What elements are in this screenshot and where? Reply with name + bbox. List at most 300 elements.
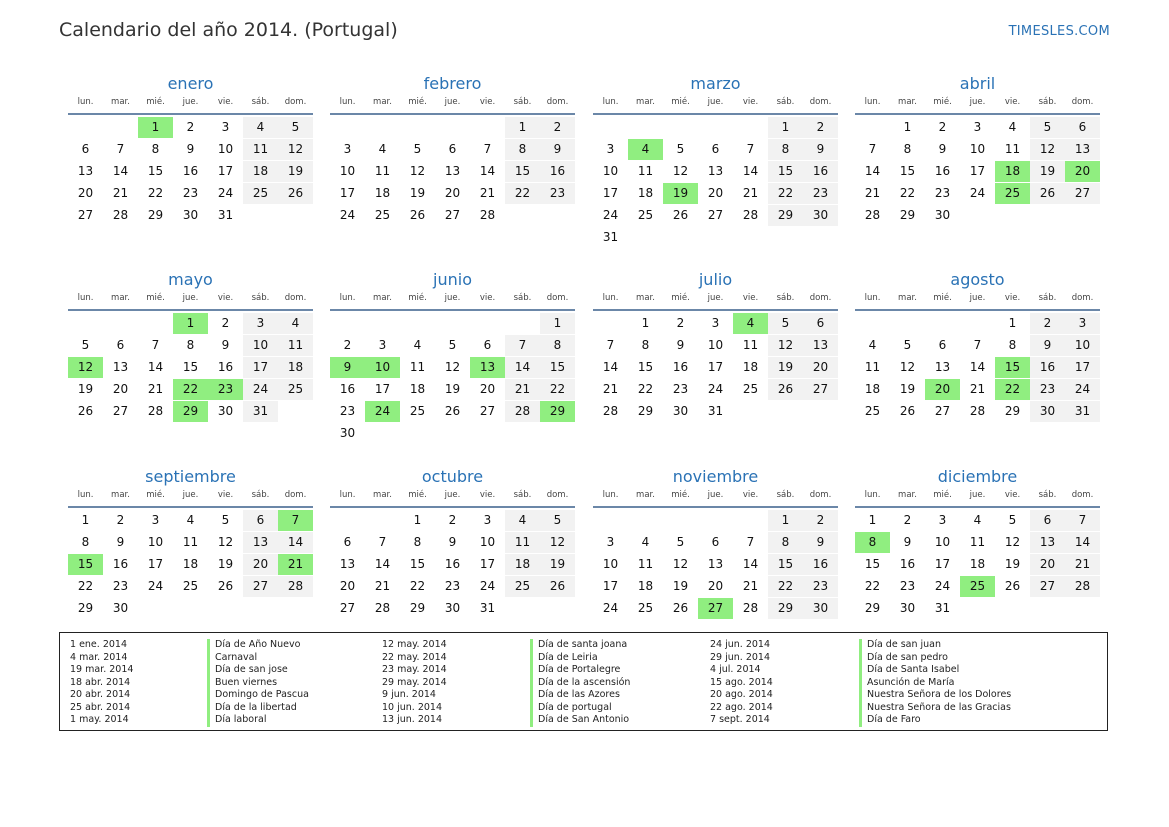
day-cell[interactable]: 26 — [409, 208, 426, 222]
day-cell[interactable]: 8 — [1008, 338, 1017, 352]
day-cell[interactable]: 17 — [602, 186, 619, 200]
day-cell[interactable]: 14 — [864, 164, 881, 178]
holiday-day-cell[interactable]: 24 — [365, 401, 400, 422]
holiday-day-cell[interactable]: 1 — [138, 117, 173, 138]
day-cell[interactable]: 10 — [602, 557, 619, 571]
day-cell[interactable]: 28 — [1065, 576, 1100, 597]
day-cell[interactable]: 3 — [221, 120, 230, 134]
holiday-day-cell[interactable]: 20 — [1065, 161, 1100, 182]
day-cell[interactable]: 6 — [803, 313, 838, 334]
day-cell[interactable]: 5 — [676, 535, 685, 549]
day-cell[interactable]: 4 — [378, 142, 387, 156]
day-cell[interactable]: 22 — [147, 186, 164, 200]
day-cell[interactable]: 3 — [606, 535, 615, 549]
day-cell[interactable]: 21 — [147, 382, 164, 396]
day-cell[interactable]: 27 — [1065, 183, 1100, 204]
day-cell[interactable]: 9 — [186, 142, 195, 156]
day-cell[interactable]: 12 — [1030, 139, 1065, 160]
day-cell[interactable]: 7 — [868, 142, 877, 156]
day-cell[interactable]: 30 — [112, 601, 129, 615]
day-cell[interactable]: 16 — [1030, 357, 1065, 378]
day-cell[interactable]: 18 — [969, 557, 986, 571]
day-cell[interactable]: 24 — [934, 579, 951, 593]
day-cell[interactable]: 10 — [243, 335, 278, 356]
day-cell[interactable]: 3 — [973, 120, 982, 134]
day-cell[interactable]: 2 — [116, 513, 125, 527]
day-cell[interactable]: 30 — [182, 208, 199, 222]
day-cell[interactable]: 7 — [378, 535, 387, 549]
day-cell[interactable]: 11 — [742, 338, 759, 352]
day-cell[interactable]: 29 — [147, 208, 164, 222]
day-cell[interactable]: 20 — [707, 579, 724, 593]
day-cell[interactable]: 19 — [672, 579, 689, 593]
day-cell[interactable]: 8 — [768, 532, 803, 553]
day-cell[interactable]: 15 — [768, 161, 803, 182]
day-cell[interactable]: 22 — [899, 186, 916, 200]
day-cell[interactable]: 7 — [505, 335, 540, 356]
day-cell[interactable]: 4 — [413, 338, 422, 352]
day-cell[interactable]: 24 — [602, 208, 619, 222]
day-cell[interactable]: 10 — [1065, 335, 1100, 356]
day-cell[interactable]: 26 — [77, 404, 94, 418]
day-cell[interactable]: 21 — [864, 186, 881, 200]
day-cell[interactable]: 7 — [151, 338, 160, 352]
day-cell[interactable]: 17 — [602, 579, 619, 593]
day-cell[interactable]: 21 — [479, 186, 496, 200]
day-cell[interactable]: 8 — [186, 338, 195, 352]
day-cell[interactable]: 17 — [1065, 357, 1100, 378]
day-cell[interactable]: 23 — [803, 576, 838, 597]
day-cell[interactable]: 26 — [217, 579, 234, 593]
day-cell[interactable]: 11 — [969, 535, 986, 549]
day-cell[interactable]: 27 — [803, 379, 838, 400]
day-cell[interactable]: 5 — [1008, 513, 1017, 527]
day-cell[interactable]: 26 — [1004, 579, 1021, 593]
day-cell[interactable]: 28 — [969, 404, 986, 418]
day-cell[interactable]: 23 — [899, 579, 916, 593]
day-cell[interactable]: 9 — [221, 338, 230, 352]
day-cell[interactable]: 2 — [540, 117, 575, 138]
day-cell[interactable]: 23 — [112, 579, 129, 593]
holiday-day-cell[interactable]: 7 — [278, 510, 313, 531]
day-cell[interactable]: 11 — [1004, 142, 1021, 156]
day-cell[interactable]: 11 — [864, 360, 881, 374]
day-cell[interactable]: 31 — [479, 601, 496, 615]
day-cell[interactable]: 13 — [339, 557, 356, 571]
holiday-day-cell[interactable]: 13 — [470, 357, 505, 378]
day-cell[interactable]: 9 — [803, 139, 838, 160]
day-cell[interactable]: 4 — [1008, 120, 1017, 134]
day-cell[interactable]: 27 — [934, 404, 951, 418]
day-cell[interactable]: 5 — [903, 338, 912, 352]
day-cell[interactable]: 16 — [540, 161, 575, 182]
day-cell[interactable]: 17 — [243, 357, 278, 378]
day-cell[interactable]: 2 — [343, 338, 352, 352]
day-cell[interactable]: 23 — [540, 183, 575, 204]
day-cell[interactable]: 8 — [768, 139, 803, 160]
day-cell[interactable]: 17 — [707, 360, 724, 374]
day-cell[interactable]: 20 — [243, 554, 278, 575]
day-cell[interactable]: 26 — [899, 404, 916, 418]
day-cell[interactable]: 5 — [278, 117, 313, 138]
day-cell[interactable]: 2 — [1030, 313, 1065, 334]
day-cell[interactable]: 17 — [217, 164, 234, 178]
day-cell[interactable]: 10 — [934, 535, 951, 549]
day-cell[interactable]: 11 — [243, 139, 278, 160]
day-cell[interactable]: 9 — [938, 142, 947, 156]
day-cell[interactable]: 24 — [339, 208, 356, 222]
day-cell[interactable]: 12 — [672, 164, 689, 178]
holiday-day-cell[interactable]: 4 — [628, 139, 663, 160]
day-cell[interactable]: 16 — [803, 161, 838, 182]
day-cell[interactable]: 20 — [479, 382, 496, 396]
day-cell[interactable]: 15 — [540, 357, 575, 378]
day-cell[interactable]: 10 — [969, 142, 986, 156]
holiday-day-cell[interactable]: 15 — [995, 357, 1030, 378]
day-cell[interactable]: 1 — [81, 513, 90, 527]
day-cell[interactable]: 4 — [641, 535, 650, 549]
holiday-day-cell[interactable]: 25 — [995, 183, 1030, 204]
day-cell[interactable]: 8 — [413, 535, 422, 549]
day-cell[interactable]: 6 — [711, 535, 720, 549]
day-cell[interactable]: 1 — [1008, 316, 1017, 330]
day-cell[interactable]: 10 — [147, 535, 164, 549]
day-cell[interactable]: 12 — [1004, 535, 1021, 549]
day-cell[interactable]: 6 — [1030, 510, 1065, 531]
day-cell[interactable]: 19 — [899, 382, 916, 396]
day-cell[interactable]: 26 — [1030, 183, 1065, 204]
day-cell[interactable]: 9 — [1030, 335, 1065, 356]
day-cell[interactable]: 11 — [637, 557, 654, 571]
holiday-day-cell[interactable]: 29 — [540, 401, 575, 422]
day-cell[interactable]: 17 — [934, 557, 951, 571]
day-cell[interactable]: 16 — [934, 164, 951, 178]
day-cell[interactable]: 22 — [637, 382, 654, 396]
day-cell[interactable]: 18 — [182, 557, 199, 571]
day-cell[interactable]: 2 — [186, 120, 195, 134]
day-cell[interactable]: 19 — [77, 382, 94, 396]
day-cell[interactable]: 9 — [803, 532, 838, 553]
day-cell[interactable]: 7 — [116, 142, 125, 156]
holiday-day-cell[interactable]: 22 — [995, 379, 1030, 400]
day-cell[interactable]: 24 — [243, 379, 278, 400]
day-cell[interactable]: 29 — [899, 208, 916, 222]
day-cell[interactable]: 29 — [409, 601, 426, 615]
day-cell[interactable]: 15 — [637, 360, 654, 374]
day-cell[interactable]: 7 — [483, 142, 492, 156]
day-cell[interactable]: 9 — [676, 338, 685, 352]
day-cell[interactable]: 2 — [903, 513, 912, 527]
day-cell[interactable]: 23 — [1030, 379, 1065, 400]
day-cell[interactable]: 1 — [641, 316, 650, 330]
day-cell[interactable]: 22 — [77, 579, 94, 593]
day-cell[interactable]: 30 — [1030, 401, 1065, 422]
day-cell[interactable]: 3 — [938, 513, 947, 527]
day-cell[interactable]: 2 — [803, 117, 838, 138]
day-cell[interactable]: 6 — [711, 142, 720, 156]
day-cell[interactable]: 31 — [1065, 401, 1100, 422]
day-cell[interactable]: 26 — [672, 208, 689, 222]
day-cell[interactable]: 16 — [217, 360, 234, 374]
day-cell[interactable]: 3 — [1065, 313, 1100, 334]
day-cell[interactable]: 8 — [81, 535, 90, 549]
day-cell[interactable]: 7 — [1065, 510, 1100, 531]
day-cell[interactable]: 14 — [112, 164, 129, 178]
day-cell[interactable]: 16 — [899, 557, 916, 571]
day-cell[interactable]: 24 — [602, 601, 619, 615]
day-cell[interactable]: 22 — [540, 379, 575, 400]
day-cell[interactable]: 25 — [278, 379, 313, 400]
holiday-day-cell[interactable]: 10 — [365, 357, 400, 378]
day-cell[interactable]: 21 — [742, 186, 759, 200]
day-cell[interactable]: 13 — [1030, 532, 1065, 553]
day-cell[interactable]: 11 — [182, 535, 199, 549]
day-cell[interactable]: 9 — [116, 535, 125, 549]
day-cell[interactable]: 5 — [448, 338, 457, 352]
day-cell[interactable]: 25 — [409, 404, 426, 418]
day-cell[interactable]: 18 — [243, 161, 278, 182]
day-cell[interactable]: 14 — [969, 360, 986, 374]
day-cell[interactable]: 28 — [374, 601, 391, 615]
day-cell[interactable]: 1 — [540, 313, 575, 334]
holiday-day-cell[interactable]: 25 — [960, 576, 995, 597]
day-cell[interactable]: 6 — [81, 142, 90, 156]
day-cell[interactable]: 24 — [707, 382, 724, 396]
day-cell[interactable]: 18 — [742, 360, 759, 374]
day-cell[interactable]: 7 — [746, 142, 755, 156]
day-cell[interactable]: 24 — [147, 579, 164, 593]
day-cell[interactable]: 8 — [151, 142, 160, 156]
day-cell[interactable]: 22 — [864, 579, 881, 593]
day-cell[interactable]: 10 — [707, 338, 724, 352]
day-cell[interactable]: 20 — [1030, 554, 1065, 575]
day-cell[interactable]: 13 — [707, 557, 724, 571]
day-cell[interactable]: 28 — [147, 404, 164, 418]
day-cell[interactable]: 16 — [672, 360, 689, 374]
day-cell[interactable]: 23 — [803, 183, 838, 204]
holiday-day-cell[interactable]: 4 — [733, 313, 768, 334]
day-cell[interactable]: 21 — [969, 382, 986, 396]
day-cell[interactable]: 22 — [505, 183, 540, 204]
day-cell[interactable]: 30 — [444, 601, 461, 615]
day-cell[interactable]: 16 — [182, 164, 199, 178]
day-cell[interactable]: 17 — [479, 557, 496, 571]
day-cell[interactable]: 22 — [409, 579, 426, 593]
day-cell[interactable]: 19 — [540, 554, 575, 575]
day-cell[interactable]: 27 — [1030, 576, 1065, 597]
holiday-day-cell[interactable]: 19 — [663, 183, 698, 204]
day-cell[interactable]: 19 — [409, 186, 426, 200]
day-cell[interactable]: 12 — [217, 535, 234, 549]
day-cell[interactable]: 20 — [339, 579, 356, 593]
day-cell[interactable]: 26 — [278, 183, 313, 204]
holiday-day-cell[interactable]: 9 — [330, 357, 365, 378]
day-cell[interactable]: 25 — [243, 183, 278, 204]
day-cell[interactable]: 21 — [1065, 554, 1100, 575]
day-cell[interactable]: 15 — [505, 161, 540, 182]
day-cell[interactable]: 3 — [483, 513, 492, 527]
day-cell[interactable]: 30 — [672, 404, 689, 418]
day-cell[interactable]: 22 — [768, 576, 803, 597]
day-cell[interactable]: 10 — [339, 164, 356, 178]
day-cell[interactable]: 24 — [479, 579, 496, 593]
day-cell[interactable]: 25 — [505, 576, 540, 597]
day-cell[interactable]: 2 — [938, 120, 947, 134]
day-cell[interactable]: 17 — [969, 164, 986, 178]
day-cell[interactable]: 8 — [505, 139, 540, 160]
day-cell[interactable]: 29 — [768, 598, 803, 619]
day-cell[interactable]: 14 — [505, 357, 540, 378]
holiday-day-cell[interactable]: 27 — [698, 598, 733, 619]
day-cell[interactable]: 28 — [602, 404, 619, 418]
day-cell[interactable]: 1 — [505, 117, 540, 138]
day-cell[interactable]: 2 — [803, 510, 838, 531]
day-cell[interactable]: 12 — [768, 335, 803, 356]
day-cell[interactable]: 29 — [1004, 404, 1021, 418]
day-cell[interactable]: 7 — [973, 338, 982, 352]
day-cell[interactable]: 12 — [278, 139, 313, 160]
holiday-day-cell[interactable]: 18 — [995, 161, 1030, 182]
day-cell[interactable]: 16 — [339, 382, 356, 396]
day-cell[interactable]: 10 — [217, 142, 234, 156]
day-cell[interactable]: 5 — [540, 510, 575, 531]
day-cell[interactable]: 5 — [768, 313, 803, 334]
day-cell[interactable]: 12 — [540, 532, 575, 553]
day-cell[interactable]: 16 — [112, 557, 129, 571]
day-cell[interactable]: 6 — [1065, 117, 1100, 138]
day-cell[interactable]: 29 — [768, 205, 803, 226]
day-cell[interactable]: 1 — [903, 120, 912, 134]
day-cell[interactable]: 25 — [374, 208, 391, 222]
day-cell[interactable]: 25 — [637, 208, 654, 222]
day-cell[interactable]: 3 — [343, 142, 352, 156]
day-cell[interactable]: 23 — [339, 404, 356, 418]
day-cell[interactable]: 6 — [116, 338, 125, 352]
day-cell[interactable]: 26 — [444, 404, 461, 418]
day-cell[interactable]: 27 — [112, 404, 129, 418]
day-cell[interactable]: 13 — [1065, 139, 1100, 160]
day-cell[interactable]: 21 — [602, 382, 619, 396]
day-cell[interactable]: 1 — [768, 510, 803, 531]
day-cell[interactable]: 19 — [1030, 161, 1065, 182]
day-cell[interactable]: 23 — [444, 579, 461, 593]
day-cell[interactable]: 27 — [243, 576, 278, 597]
day-cell[interactable]: 23 — [182, 186, 199, 200]
day-cell[interactable]: 2 — [448, 513, 457, 527]
day-cell[interactable]: 18 — [637, 186, 654, 200]
day-cell[interactable]: 19 — [768, 357, 803, 378]
day-cell[interactable]: 31 — [217, 208, 234, 222]
day-cell[interactable]: 26 — [672, 601, 689, 615]
holiday-day-cell[interactable]: 20 — [925, 379, 960, 400]
day-cell[interactable]: 4 — [243, 117, 278, 138]
day-cell[interactable]: 7 — [606, 338, 615, 352]
day-cell[interactable]: 18 — [637, 579, 654, 593]
day-cell[interactable]: 8 — [540, 335, 575, 356]
day-cell[interactable]: 15 — [864, 557, 881, 571]
holiday-day-cell[interactable]: 29 — [173, 401, 208, 422]
day-cell[interactable]: 28 — [505, 401, 540, 422]
day-cell[interactable]: 14 — [1065, 532, 1100, 553]
day-cell[interactable]: 8 — [903, 142, 912, 156]
day-cell[interactable]: 9 — [448, 535, 457, 549]
day-cell[interactable]: 22 — [768, 183, 803, 204]
day-cell[interactable]: 13 — [112, 360, 129, 374]
day-cell[interactable]: 30 — [934, 208, 951, 222]
day-cell[interactable]: 28 — [112, 208, 129, 222]
day-cell[interactable]: 13 — [934, 360, 951, 374]
day-cell[interactable]: 4 — [868, 338, 877, 352]
day-cell[interactable]: 19 — [217, 557, 234, 571]
day-cell[interactable]: 27 — [479, 404, 496, 418]
day-cell[interactable]: 11 — [637, 164, 654, 178]
day-cell[interactable]: 14 — [374, 557, 391, 571]
day-cell[interactable]: 5 — [413, 142, 422, 156]
day-cell[interactable]: 23 — [934, 186, 951, 200]
day-cell[interactable]: 27 — [444, 208, 461, 222]
day-cell[interactable]: 10 — [479, 535, 496, 549]
day-cell[interactable]: 29 — [637, 404, 654, 418]
day-cell[interactable]: 20 — [803, 357, 838, 378]
day-cell[interactable]: 18 — [505, 554, 540, 575]
day-cell[interactable]: 31 — [934, 601, 951, 615]
day-cell[interactable]: 24 — [1065, 379, 1100, 400]
day-cell[interactable]: 4 — [505, 510, 540, 531]
holiday-day-cell[interactable]: 15 — [68, 554, 103, 575]
day-cell[interactable]: 14 — [742, 557, 759, 571]
day-cell[interactable]: 27 — [707, 208, 724, 222]
day-cell[interactable]: 12 — [409, 164, 426, 178]
day-cell[interactable]: 6 — [243, 510, 278, 531]
day-cell[interactable]: 15 — [147, 164, 164, 178]
day-cell[interactable]: 14 — [147, 360, 164, 374]
day-cell[interactable]: 30 — [803, 598, 838, 619]
day-cell[interactable]: 14 — [742, 164, 759, 178]
day-cell[interactable]: 6 — [448, 142, 457, 156]
day-cell[interactable]: 3 — [151, 513, 160, 527]
day-cell[interactable]: 20 — [707, 186, 724, 200]
day-cell[interactable]: 30 — [217, 404, 234, 418]
day-cell[interactable]: 10 — [602, 164, 619, 178]
day-cell[interactable]: 18 — [409, 382, 426, 396]
day-cell[interactable]: 31 — [602, 230, 619, 244]
day-cell[interactable]: 31 — [707, 404, 724, 418]
day-cell[interactable]: 13 — [707, 164, 724, 178]
day-cell[interactable]: 25 — [637, 601, 654, 615]
day-cell[interactable]: 21 — [505, 379, 540, 400]
day-cell[interactable]: 20 — [77, 186, 94, 200]
day-cell[interactable]: 18 — [864, 382, 881, 396]
day-cell[interactable]: 5 — [676, 142, 685, 156]
day-cell[interactable]: 3 — [243, 313, 278, 334]
day-cell[interactable]: 26 — [768, 379, 803, 400]
day-cell[interactable]: 19 — [1004, 557, 1021, 571]
day-cell[interactable]: 6 — [483, 338, 492, 352]
day-cell[interactable]: 28 — [278, 576, 313, 597]
holiday-day-cell[interactable]: 12 — [68, 357, 103, 378]
day-cell[interactable]: 21 — [374, 579, 391, 593]
day-cell[interactable]: 16 — [444, 557, 461, 571]
day-cell[interactable]: 23 — [672, 382, 689, 396]
day-cell[interactable]: 1 — [868, 513, 877, 527]
day-cell[interactable]: 28 — [742, 208, 759, 222]
day-cell[interactable]: 29 — [864, 601, 881, 615]
day-cell[interactable]: 8 — [641, 338, 650, 352]
day-cell[interactable]: 3 — [606, 142, 615, 156]
day-cell[interactable]: 2 — [221, 316, 230, 330]
day-cell[interactable]: 11 — [374, 164, 391, 178]
day-cell[interactable]: 19 — [278, 161, 313, 182]
